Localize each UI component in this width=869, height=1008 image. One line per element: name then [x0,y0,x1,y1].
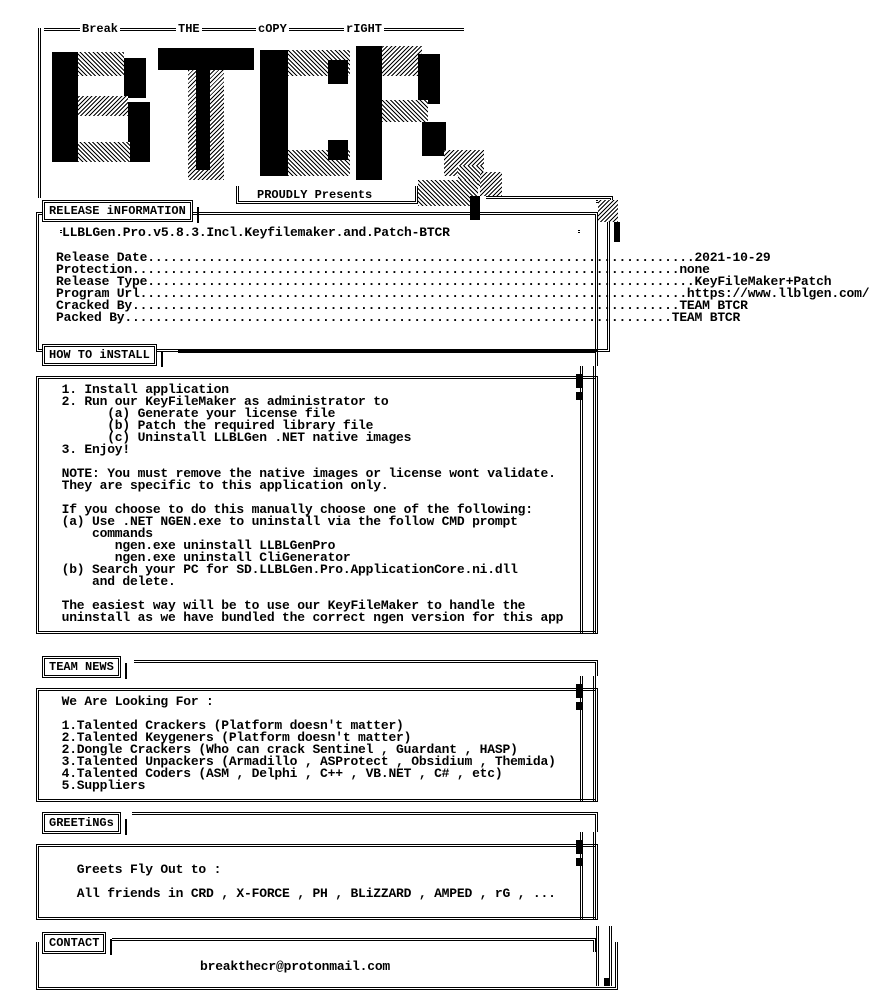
install-line: (b) Search your PC for SD.LLBLGen.Pro.ApplicationCore.ni.dll [54,562,518,577]
contact-title: CONTACT [42,932,106,954]
contact-rail [596,926,612,986]
install-line: (b) Patch the required library file [54,418,374,433]
header-decor-2 [480,172,502,196]
contact-top-rule [112,938,596,952]
field-dots: ........................................................................ [132,262,680,277]
contact-corner-block [604,978,610,986]
btcr-logo [48,40,488,190]
field-value: TEAM BTCR [679,298,748,313]
news-body [54,696,590,792]
field-dots: ........................................................................ [132,298,680,313]
field-label: Release Type [56,274,148,289]
greetings-top-rule [132,812,598,832]
install-line: 3. Enjoy! [54,442,131,457]
field-label: Cracked By [56,298,133,313]
release-info-title: RELEASE iNFORMATION [42,200,193,222]
install-line: (c) Uninstall LLBLGen .NET native images [54,430,412,445]
greetings-body [54,864,590,900]
news-line: 1.Talented Crackers (Platform doesn't matter) [54,718,404,733]
news-line: We Are Looking For : [54,694,214,709]
release-name: LLBLGen.Pro.v5.8.3.Incl.Keyfilemaker.and.Patch-BTCR [62,227,578,239]
header-label-right: rIGHT [346,22,383,36]
field-dots: ........................................................................ [139,286,687,301]
news-line: 2.Talented Keygeners (Platform doesn't matter) [54,730,412,745]
field-value: TEAM BTCR [671,310,741,325]
header-label-break: Break [82,22,119,36]
news-line: 4.Talented Coders (ASM , Delphi , C++ , VB.NET , C# , etc) [54,766,503,781]
install-line: They are specific to this application only. [54,478,389,493]
header-decor [418,180,478,206]
install-line: (a) Generate your license file [54,406,336,421]
proudly-plate [236,186,418,204]
field-value[interactable]: https://www.llblgen.com/ [686,286,869,301]
field-packed-by [56,310,741,325]
field-value: 2021-10-29 [694,250,771,265]
field-dots: ........................................................................ [147,274,695,289]
field-dots: ........................................................................ [124,310,672,325]
install-line: 1. Install application [54,382,229,397]
field-label: Program Url [56,286,140,301]
install-line: uninstall as we have bundled the correct ngen version for this app [54,610,564,625]
install-line: and delete. [54,574,176,589]
field-value: KeyFileMaker+Patch [694,274,832,289]
greetings-line: Greets Fly Out to : [54,862,222,877]
greetings-line: All friends in CRD , X-FORCE , PH , BLiZZARD , AMPED , rG , ... [54,886,556,901]
news-line: 3.Talented Unpackers (Armadillo , ASProtect , Obsidium , Themida) [54,754,556,769]
news-title: TEAM NEWS [42,656,121,678]
field-value: none [679,262,710,277]
install-body [54,384,590,624]
install-line: If you choose to do this manually choose one of the following: [54,502,533,517]
greetings-scroll-thumb-top[interactable] [576,840,582,854]
install-line: ngen.exe uninstall CliGenerator [54,550,351,565]
proudly-text: PROUDLY Presents [257,188,373,202]
release-fields [56,250,869,325]
header-label-the: THE [178,22,200,36]
greetings-title: GREETiNGs [42,812,121,834]
install-line: (a) Use .NET NGEN.exe to uninstall via the follow CMD prompt [54,514,518,529]
field-label: Protection [56,262,133,277]
news-top-rule [134,660,598,676]
news-line: 5.Suppliers [54,778,146,793]
header-right-rule [486,196,613,209]
header-label-copy: cOPY [258,22,287,36]
install-line: The easiest way will be to use our KeyFileMaker to handle the [54,598,526,613]
install-top-rule [178,350,598,366]
install-line: NOTE: You must remove the native images or license wont validate. [54,466,556,481]
install-line: ngen.exe uninstall LLBLGenPro [54,538,336,553]
release-info-corner-block [614,222,620,242]
news-line: 2.Dongle Crackers (Who can crack Sentinel , Guardant , HASP) [54,742,518,757]
field-label: Packed By [56,310,125,325]
install-title: HOW TO iNSTALL [42,344,157,366]
field-dots: ........................................................................ [147,250,695,265]
install-line: commands [54,526,153,541]
contact-email[interactable]: breakthecr@protonmail.com [200,959,391,974]
install-line: 2. Run our KeyFileMaker as administrator to [54,394,389,409]
release-info-corner [598,200,618,222]
field-label: Release Date [56,250,148,265]
